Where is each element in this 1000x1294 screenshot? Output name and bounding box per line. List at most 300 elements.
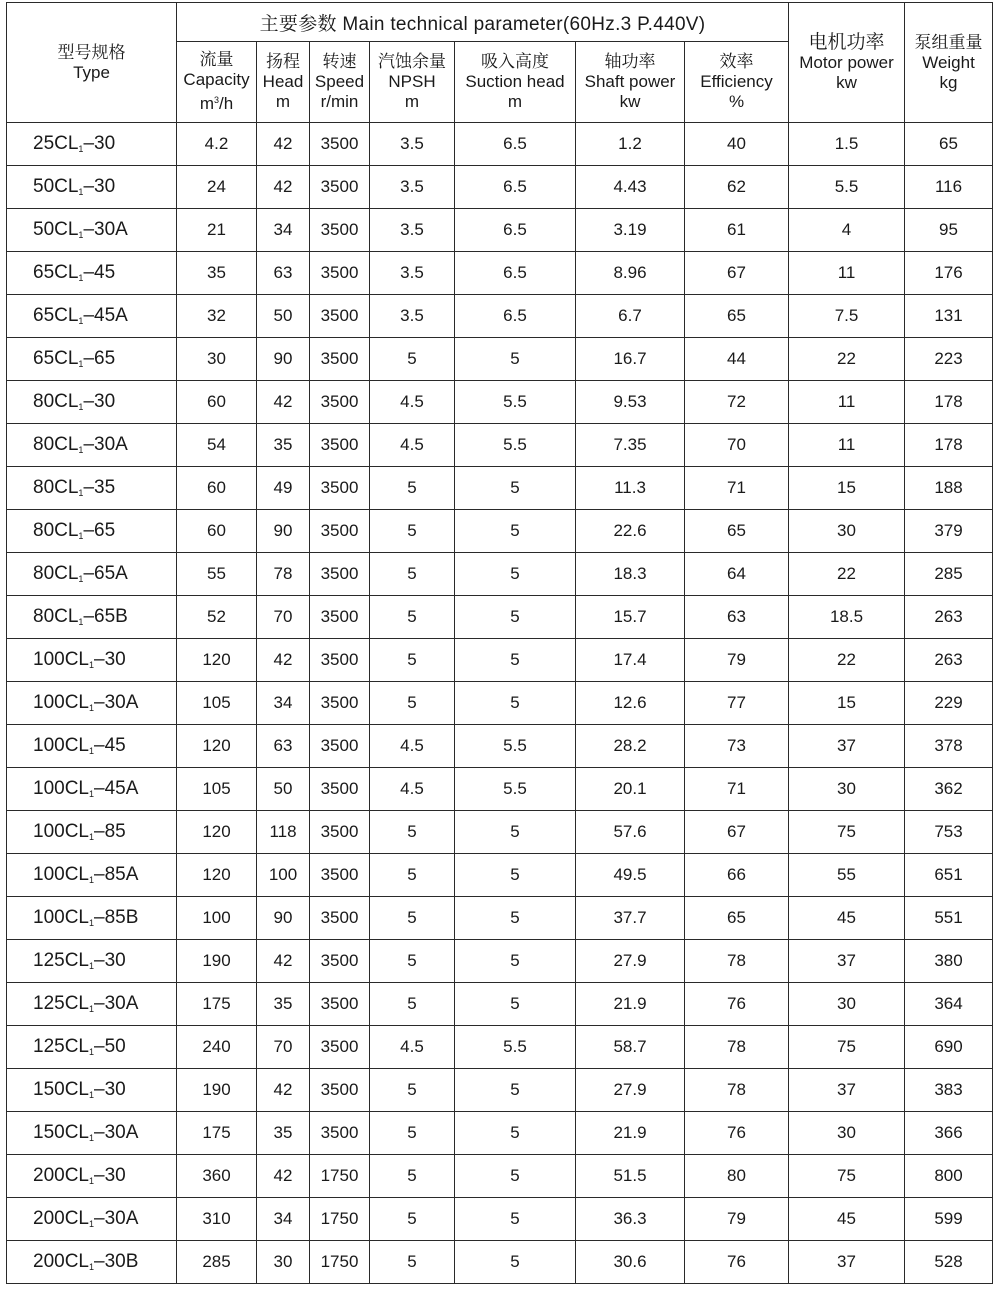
table-row [7, 1112, 993, 1155]
model-type-cell: $80CL_1-30A$ [7, 424, 177, 467]
weight-cell: 366 [905, 1112, 993, 1155]
capacity-unit: $m^3/h$ [199, 94, 234, 113]
weight-cell: 528 [905, 1241, 993, 1284]
efficiency-cell: 67 [685, 811, 789, 854]
npsh-cell: 4.5 [370, 1026, 455, 1069]
main-parameter-header: 主要参数 Main technical parameter(60Hz.3 P.440V) [177, 3, 789, 42]
speed-cell: 1750 [310, 1155, 370, 1198]
npsh-cell: 3.5 [370, 209, 455, 252]
suction-head-header: 吸入高度 Suction head m [455, 42, 576, 123]
npsh-cell: 3.5 [370, 252, 455, 295]
motor-cell: 37 [789, 1241, 905, 1284]
efficiency-cell: 63 [685, 596, 789, 639]
speed-cell: 3500 [310, 940, 370, 983]
efficiency-cell: 76 [685, 1112, 789, 1155]
weight-cell: 362 [905, 768, 993, 811]
table-row [7, 1026, 993, 1069]
head-cell: 70 [257, 596, 310, 639]
weight-cell: 285 [905, 553, 993, 596]
table-row [7, 1069, 993, 1112]
head-cell: 90 [257, 897, 310, 940]
motor-cell: 11 [789, 252, 905, 295]
npsh-cell: 3.5 [370, 123, 455, 166]
suction-cell: 5 [455, 1155, 576, 1198]
weight-cell: 188 [905, 467, 993, 510]
speed-cell: 3500 [310, 1069, 370, 1112]
speed-cell: 3500 [310, 983, 370, 1026]
weight-cell: 800 [905, 1155, 993, 1198]
table-row [7, 467, 993, 510]
efficiency-cell: 40 [685, 123, 789, 166]
shaft-cell: 36.3 [576, 1198, 685, 1241]
model-type-cell: $200CL_1-30A$ [7, 1198, 177, 1241]
npsh-cell: 5 [370, 338, 455, 381]
speed-cell: 3500 [310, 338, 370, 381]
shaft-cell: 58.7 [576, 1026, 685, 1069]
model-type-cell: $65CL_1-45A$ [7, 295, 177, 338]
capacity-header: 流量 Capacity $m^3/h$ [177, 42, 257, 123]
speed-cell: 1750 [310, 1241, 370, 1284]
npsh-cell: 4.5 [370, 725, 455, 768]
weight-cell: 651 [905, 854, 993, 897]
capacity-cell: 105 [177, 768, 257, 811]
motor-cell: 22 [789, 338, 905, 381]
table-row [7, 768, 993, 811]
shaft-cell: 30.6 [576, 1241, 685, 1284]
weight-cell: 364 [905, 983, 993, 1026]
motor-cell: 75 [789, 1155, 905, 1198]
head-cell: 118 [257, 811, 310, 854]
speed-cell: 3500 [310, 553, 370, 596]
head-cell: 42 [257, 940, 310, 983]
suction-cell: 5 [455, 940, 576, 983]
motor-cell: 55 [789, 854, 905, 897]
efficiency-cell: 80 [685, 1155, 789, 1198]
efficiency-cell: 70 [685, 424, 789, 467]
speed-cell: 3500 [310, 725, 370, 768]
speed-cell: 3500 [310, 768, 370, 811]
capacity-cell: 32 [177, 295, 257, 338]
efficiency-cell: 71 [685, 467, 789, 510]
weight-cell: 378 [905, 725, 993, 768]
table-row [7, 897, 993, 940]
pump-parameter-table [6, 2, 993, 1284]
suction-cell: 5 [455, 1241, 576, 1284]
table-row [7, 166, 993, 209]
model-type-cell: $150CL_1-30$ [7, 1069, 177, 1112]
weight-cell: 380 [905, 940, 993, 983]
speed-cell: 3500 [310, 123, 370, 166]
weight-cell: 178 [905, 381, 993, 424]
npsh-cell: 5 [370, 510, 455, 553]
capacity-cell: 285 [177, 1241, 257, 1284]
suction-cell: 5.5 [455, 381, 576, 424]
table-body [7, 123, 993, 1284]
efficiency-cell: 61 [685, 209, 789, 252]
efficiency-cell: 66 [685, 854, 789, 897]
head-cell: 34 [257, 209, 310, 252]
head-cell: 63 [257, 725, 310, 768]
model-type-cell: $100CL_1-85B$ [7, 897, 177, 940]
weight-cell: 690 [905, 1026, 993, 1069]
shaft-cell: 27.9 [576, 940, 685, 983]
efficiency-cell: 65 [685, 295, 789, 338]
model-type-cell: $125CL_1-30$ [7, 940, 177, 983]
npsh-cell: 5 [370, 1155, 455, 1198]
motor-cell: 30 [789, 510, 905, 553]
suction-cell: 5 [455, 811, 576, 854]
suction-cell: 5 [455, 467, 576, 510]
table-row [7, 854, 993, 897]
suction-cell: 6.5 [455, 295, 576, 338]
model-type-cell: $80CL_1-35$ [7, 467, 177, 510]
weight-cell: 116 [905, 166, 993, 209]
suction-cell: 5 [455, 510, 576, 553]
efficiency-cell: 67 [685, 252, 789, 295]
table-row [7, 596, 993, 639]
efficiency-cell: 62 [685, 166, 789, 209]
type-header: 型号规格 Type [7, 3, 177, 123]
capacity-cell: 120 [177, 725, 257, 768]
head-cell: 70 [257, 1026, 310, 1069]
efficiency-cell: 73 [685, 725, 789, 768]
model-type-cell: $100CL_1-30A$ [7, 682, 177, 725]
head-cell: 35 [257, 1112, 310, 1155]
npsh-cell: 5 [370, 1241, 455, 1284]
weight-cell: 599 [905, 1198, 993, 1241]
efficiency-cell: 72 [685, 381, 789, 424]
efficiency-cell: 76 [685, 983, 789, 1026]
shaft-cell: 7.35 [576, 424, 685, 467]
table-row [7, 725, 993, 768]
head-cell: 35 [257, 424, 310, 467]
table-row [7, 424, 993, 467]
capacity-cell: 60 [177, 467, 257, 510]
weight-cell: 176 [905, 252, 993, 295]
shaft-cell: 21.9 [576, 1112, 685, 1155]
capacity-cell: 120 [177, 811, 257, 854]
table-row [7, 252, 993, 295]
npsh-cell: 3.5 [370, 166, 455, 209]
motor-cell: 45 [789, 897, 905, 940]
motor-power-header: 电机功率 Motor power kw [789, 3, 905, 123]
efficiency-header: 效率 Efficiency % [685, 42, 789, 123]
head-cell: 49 [257, 467, 310, 510]
motor-cell: 37 [789, 940, 905, 983]
capacity-cell: 60 [177, 510, 257, 553]
speed-cell: 3500 [310, 166, 370, 209]
npsh-cell: 4.5 [370, 768, 455, 811]
capacity-cell: 100 [177, 897, 257, 940]
head-cell: 78 [257, 553, 310, 596]
shaft-cell: 51.5 [576, 1155, 685, 1198]
speed-cell: 3500 [310, 596, 370, 639]
npsh-cell: 5 [370, 553, 455, 596]
capacity-cell: 175 [177, 1112, 257, 1155]
model-type-cell: $25CL_1-30$ [7, 123, 177, 166]
suction-cell: 5.5 [455, 1026, 576, 1069]
npsh-cell: 5 [370, 1198, 455, 1241]
model-type-cell: $100CL_1-30$ [7, 639, 177, 682]
motor-cell: 37 [789, 725, 905, 768]
efficiency-cell: 78 [685, 940, 789, 983]
capacity-cell: 55 [177, 553, 257, 596]
capacity-cell: 21 [177, 209, 257, 252]
capacity-cell: 35 [177, 252, 257, 295]
suction-cell: 6.5 [455, 209, 576, 252]
weight-cell: 178 [905, 424, 993, 467]
suction-cell: 6.5 [455, 252, 576, 295]
capacity-cell: 175 [177, 983, 257, 1026]
shaft-cell: 37.7 [576, 897, 685, 940]
suction-cell: 5 [455, 596, 576, 639]
speed-cell: 3500 [310, 639, 370, 682]
speed-cell: 3500 [310, 252, 370, 295]
capacity-cell: 190 [177, 940, 257, 983]
head-cell: 50 [257, 768, 310, 811]
capacity-cell: 120 [177, 639, 257, 682]
capacity-cell: 105 [177, 682, 257, 725]
model-type-cell: $80CL_1-65$ [7, 510, 177, 553]
head-cell: 35 [257, 983, 310, 1026]
shaft-cell: 21.9 [576, 983, 685, 1026]
speed-cell: 3500 [310, 381, 370, 424]
head-cell: 42 [257, 381, 310, 424]
shaft-cell: 4.43 [576, 166, 685, 209]
model-type-cell: $100CL_1-45A$ [7, 768, 177, 811]
shaft-cell: 16.7 [576, 338, 685, 381]
table-row [7, 682, 993, 725]
speed-cell: 3500 [310, 682, 370, 725]
suction-cell: 5 [455, 854, 576, 897]
model-type-cell: $125CL_1-50$ [7, 1026, 177, 1069]
capacity-cell: 310 [177, 1198, 257, 1241]
efficiency-cell: 64 [685, 553, 789, 596]
weight-cell: 131 [905, 295, 993, 338]
model-type-cell: $80CL_1-30$ [7, 381, 177, 424]
npsh-cell: 5 [370, 682, 455, 725]
model-type-cell: $100CL_1-85$ [7, 811, 177, 854]
weight-cell: 753 [905, 811, 993, 854]
weight-cell: 223 [905, 338, 993, 381]
speed-cell: 3500 [310, 510, 370, 553]
shaft-cell: 1.2 [576, 123, 685, 166]
model-type-cell: $100CL_1-85A$ [7, 854, 177, 897]
shaft-cell: 11.3 [576, 467, 685, 510]
weight-cell: 229 [905, 682, 993, 725]
efficiency-cell: 44 [685, 338, 789, 381]
capacity-cell: 360 [177, 1155, 257, 1198]
model-type-cell: $80CL_1-65A$ [7, 553, 177, 596]
suction-cell: 5 [455, 1112, 576, 1155]
motor-cell: 22 [789, 553, 905, 596]
motor-cell: 18.5 [789, 596, 905, 639]
speed-cell: 3500 [310, 1112, 370, 1155]
weight-cell: 65 [905, 123, 993, 166]
head-cell: 42 [257, 639, 310, 682]
motor-cell: 30 [789, 768, 905, 811]
npsh-cell: 5 [370, 897, 455, 940]
motor-cell: 7.5 [789, 295, 905, 338]
suction-cell: 5 [455, 1069, 576, 1112]
shaft-cell: 22.6 [576, 510, 685, 553]
shaft-cell: 17.4 [576, 639, 685, 682]
suction-cell: 5.5 [455, 424, 576, 467]
table-row [7, 553, 993, 596]
weight-cell: 551 [905, 897, 993, 940]
head-cell: 100 [257, 854, 310, 897]
suction-cell: 5 [455, 682, 576, 725]
table-row [7, 209, 993, 252]
table-row [7, 338, 993, 381]
npsh-cell: 5 [370, 811, 455, 854]
efficiency-cell: 76 [685, 1241, 789, 1284]
motor-cell: 11 [789, 381, 905, 424]
shaft-cell: 57.6 [576, 811, 685, 854]
table-row [7, 811, 993, 854]
efficiency-cell: 65 [685, 510, 789, 553]
shaft-cell: 6.7 [576, 295, 685, 338]
motor-cell: 5.5 [789, 166, 905, 209]
capacity-cell: 240 [177, 1026, 257, 1069]
speed-cell: 3500 [310, 811, 370, 854]
motor-cell: 22 [789, 639, 905, 682]
shaft-cell: 49.5 [576, 854, 685, 897]
weight-cell: 263 [905, 639, 993, 682]
speed-cell: 3500 [310, 854, 370, 897]
head-cell: 34 [257, 1198, 310, 1241]
motor-cell: 30 [789, 1112, 905, 1155]
model-type-cell: $65CL_1-45$ [7, 252, 177, 295]
speed-cell: 3500 [310, 295, 370, 338]
head-cell: 90 [257, 338, 310, 381]
table-row [7, 295, 993, 338]
table-row [7, 1155, 993, 1198]
suction-cell: 6.5 [455, 123, 576, 166]
shaft-cell: 18.3 [576, 553, 685, 596]
motor-cell: 75 [789, 1026, 905, 1069]
head-cell: 42 [257, 1069, 310, 1112]
suction-cell: 5 [455, 897, 576, 940]
speed-cell: 3500 [310, 897, 370, 940]
head-cell: 42 [257, 1155, 310, 1198]
weight-header: 泵组重量 Weight kg [905, 3, 993, 123]
model-type-cell: $200CL_1-30$ [7, 1155, 177, 1198]
weight-cell: 383 [905, 1069, 993, 1112]
table-row [7, 639, 993, 682]
head-cell: 90 [257, 510, 310, 553]
npsh-cell: 3.5 [370, 295, 455, 338]
shaft-cell: 15.7 [576, 596, 685, 639]
head-cell: 42 [257, 123, 310, 166]
speed-header: 转速 Speed r/min [310, 42, 370, 123]
table-row [7, 983, 993, 1026]
npsh-cell: 4.5 [370, 381, 455, 424]
npsh-cell: 5 [370, 467, 455, 510]
head-cell: 30 [257, 1241, 310, 1284]
suction-cell: 5.5 [455, 768, 576, 811]
suction-cell: 5 [455, 338, 576, 381]
table-row [7, 123, 993, 166]
speed-cell: 3500 [310, 1026, 370, 1069]
capacity-cell: 52 [177, 596, 257, 639]
speed-cell: 1750 [310, 1198, 370, 1241]
npsh-cell: 5 [370, 940, 455, 983]
motor-cell: 75 [789, 811, 905, 854]
table-row [7, 940, 993, 983]
head-cell: 50 [257, 295, 310, 338]
model-type-cell: $65CL_1-65$ [7, 338, 177, 381]
npsh-cell: 5 [370, 596, 455, 639]
weight-cell: 379 [905, 510, 993, 553]
npsh-cell: 5 [370, 1112, 455, 1155]
motor-cell: 1.5 [789, 123, 905, 166]
shaft-power-header: 轴功率 Shaft power kw [576, 42, 685, 123]
suction-cell: 6.5 [455, 166, 576, 209]
speed-cell: 3500 [310, 424, 370, 467]
model-type-cell: $50CL_1-30$ [7, 166, 177, 209]
suction-cell: 5 [455, 983, 576, 1026]
capacity-cell: 4.2 [177, 123, 257, 166]
npsh-cell: 5 [370, 854, 455, 897]
table-row [7, 381, 993, 424]
suction-cell: 5 [455, 553, 576, 596]
suction-cell: 5 [455, 1198, 576, 1241]
efficiency-cell: 79 [685, 1198, 789, 1241]
motor-cell: 15 [789, 467, 905, 510]
efficiency-cell: 78 [685, 1069, 789, 1112]
head-cell: 42 [257, 166, 310, 209]
shaft-cell: 8.96 [576, 252, 685, 295]
shaft-cell: 9.53 [576, 381, 685, 424]
motor-cell: 45 [789, 1198, 905, 1241]
model-type-cell: $125CL_1-30A$ [7, 983, 177, 1026]
capacity-cell: 60 [177, 381, 257, 424]
motor-cell: 15 [789, 682, 905, 725]
capacity-cell: 24 [177, 166, 257, 209]
capacity-cell: 120 [177, 854, 257, 897]
weight-cell: 263 [905, 596, 993, 639]
motor-cell: 4 [789, 209, 905, 252]
npsh-cell: 5 [370, 639, 455, 682]
model-type-cell: $200CL_1-30B$ [7, 1241, 177, 1284]
npsh-cell: 5 [370, 1069, 455, 1112]
suction-cell: 5.5 [455, 725, 576, 768]
shaft-cell: 27.9 [576, 1069, 685, 1112]
table-row [7, 1241, 993, 1284]
weight-cell: 95 [905, 209, 993, 252]
table-row [7, 510, 993, 553]
npsh-cell: 4.5 [370, 424, 455, 467]
model-type-cell: $50CL_1-30A$ [7, 209, 177, 252]
efficiency-cell: 71 [685, 768, 789, 811]
npsh-cell: 5 [370, 983, 455, 1026]
motor-cell: 37 [789, 1069, 905, 1112]
capacity-cell: 190 [177, 1069, 257, 1112]
shaft-cell: 12.6 [576, 682, 685, 725]
shaft-cell: 3.19 [576, 209, 685, 252]
head-cell: 34 [257, 682, 310, 725]
motor-cell: 30 [789, 983, 905, 1026]
efficiency-cell: 79 [685, 639, 789, 682]
capacity-cell: 30 [177, 338, 257, 381]
capacity-cell: 54 [177, 424, 257, 467]
shaft-cell: 28.2 [576, 725, 685, 768]
shaft-cell: 20.1 [576, 768, 685, 811]
efficiency-cell: 78 [685, 1026, 789, 1069]
model-type-cell: $100CL_1-45$ [7, 725, 177, 768]
motor-cell: 11 [789, 424, 905, 467]
